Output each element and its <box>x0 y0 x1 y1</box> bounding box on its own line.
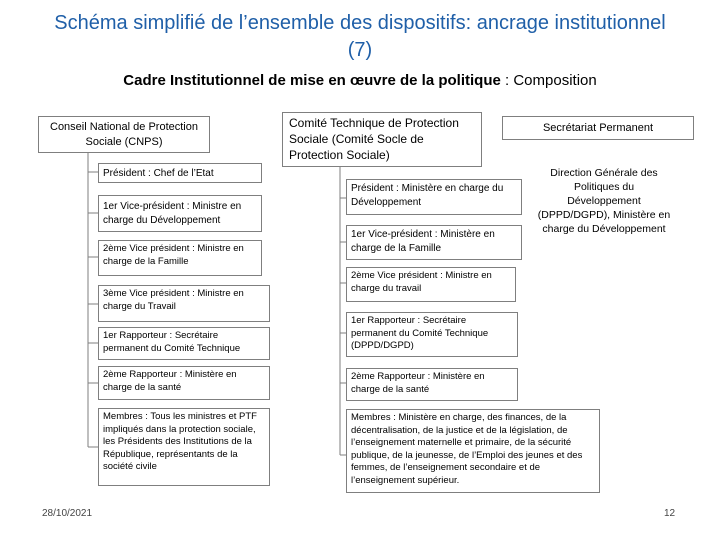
slide-title: Schéma simplifié de l’ensemble des dispositifs: ancrage institutionnel (7) <box>54 12 666 61</box>
technique-vp1-text: 1er Vice-président : Ministère en charge de la Famille <box>351 229 495 254</box>
technique-members-box <box>346 409 600 493</box>
technique-header-text: Comité Technique de Protection Sociale (Comité Socle de Protection Sociale) <box>289 116 459 162</box>
technique-president-box <box>346 179 522 215</box>
cnps-vp3-box <box>98 285 270 322</box>
technique-rap1-box <box>346 312 518 357</box>
cnps-vp1-text: 1er Vice-président : Ministre en charge du Développement <box>103 201 242 226</box>
cnps-members-box <box>98 408 270 486</box>
cnps-vp3-text: 3ème Vice président : Ministre en charge du Travail <box>103 288 244 312</box>
footer-page-number: 12 <box>664 508 676 519</box>
technique-header-box <box>282 112 482 167</box>
cnps-president-text: Président : Chef de l’Etat <box>103 168 214 179</box>
cnps-members-text: Membres : Tous les ministres et PTF impliqués dans la protection sociale, les Présidents des Institutions de la République, représentants de la société civile <box>103 411 257 472</box>
technique-members-text: Membres : Ministère en charge, des finances, de la décentralisation, de la justice et de la législation, de l’enseignement maternelle et primaire, de la sécurité publique, de la jeunesse, de l’Emploi des jeunes et des femmes, de l’enseignement secondaire et de l’enseignement supérieur. <box>351 412 583 486</box>
subtitle-bold: Cadre Institutionnel de mise en œuvre de la politique <box>123 72 501 89</box>
cnps-rap2-box <box>98 366 270 400</box>
cnps-rap1-box <box>98 327 270 360</box>
cnps-header-text: Conseil National de Protection Sociale (CNPS) <box>50 121 198 148</box>
technique-rap1-text: 1er Rapporteur : Secrétaire permanent du Comité Technique (DPPD/DGPD) <box>351 315 489 351</box>
cnps-rap2-text: 2ème Rapporteur : Ministère en charge de la santé <box>103 369 237 393</box>
cnps-vp2-text: 2ème Vice président : Ministre en charge de la Famille <box>103 243 244 267</box>
secretariat-header-box <box>502 116 694 140</box>
subtitle-rest: : Composition <box>500 72 597 89</box>
technique-vp1-box <box>346 225 522 260</box>
cnps-header-box <box>38 116 210 153</box>
technique-vp2-text: 2ème Vice président : Ministre en charge du travail <box>351 270 492 294</box>
secretariat-header-text: Secrétariat Permanent <box>542 122 654 134</box>
technique-vp2-box <box>346 267 516 302</box>
technique-president-text: Président : Ministère en charge du Développement <box>351 183 504 208</box>
cnps-president-box <box>98 163 262 183</box>
cnps-vp2-box <box>98 240 262 276</box>
technique-rap2-text: 2ème Rapporteur : Ministère en charge de la santé <box>351 371 485 395</box>
footer-date: 28/10/2021 <box>42 508 93 519</box>
cnps-rap1-text: 1er Rapporteur : Secrétaire permanent du Comité Technique <box>103 330 241 354</box>
technique-rap2-box <box>346 368 518 401</box>
cnps-vp1-box <box>98 195 262 232</box>
secretariat-body: Direction Générale des Politiques du Développement (DPPD/DGPD), Ministère en charge du Développement <box>537 167 671 235</box>
